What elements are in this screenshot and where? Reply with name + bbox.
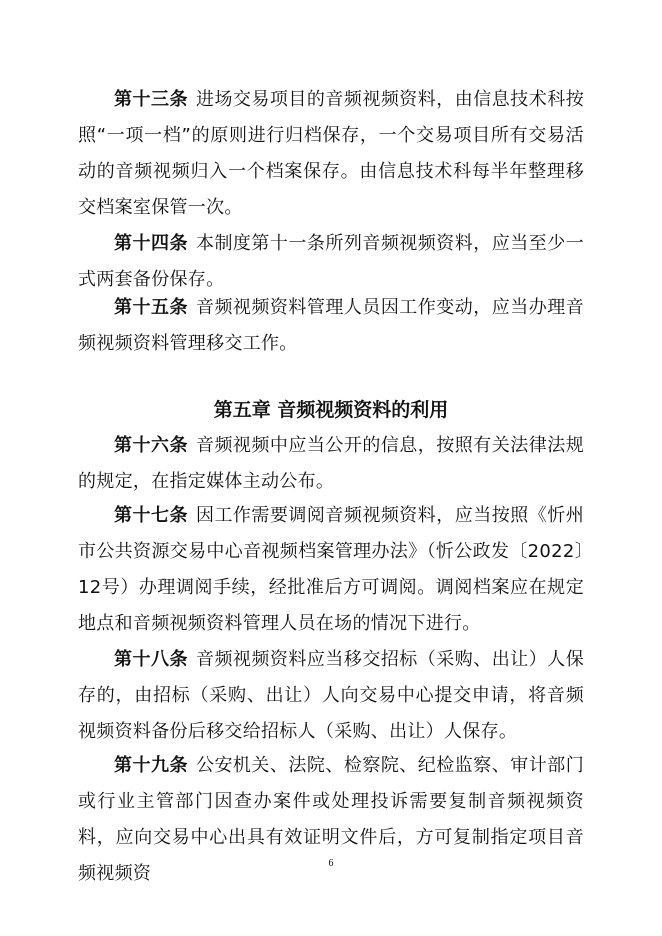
article-15-label: 第十五条 [114,297,188,318]
article-16-label: 第十六条 [114,435,188,456]
article-17-text: 因工作需要调阅音频视频资料，应当按照《忻州市公共资源交易中心音视频档案管理办法》（忻公政发〔2022〕12号）办理调阅手续，经批准后方可调阅。调阅档案应在规定地点和音频视频资料管理人员在场的情况下进行。 [78,505,584,634]
article-16-paragraph [78,428,584,500]
article-19-text: 公安机关、法院、检察院、纪检监察、审计部门或行业主管部门因查办案件或处理投诉需要复制音频视频资料，应向交易中心出具有效证明文件后，方可复制指定项目音频视频资 [78,755,584,884]
article-15-paragraph [78,290,584,362]
article-14-paragraph [78,226,584,298]
article-19-label: 第十九条 [114,755,188,776]
article-13-text: 进场交易项目的音频视频资料，由信息技术科按照“一项一档”的原则进行归档保存，一个交易项目所有交易活动的音频视频归入一个档案保存。由信息技术科每半年整理移交档案室保管一次。 [78,89,584,218]
article-16-text: 音频视频中应当公开的信息，按照有关法律法规的规定，在指定媒体主动公布。 [78,435,584,492]
article-17-label: 第十七条 [114,505,188,526]
article-18-paragraph [78,642,584,750]
article-15-text: 音频视频资料管理人员因工作变动，应当办理音频视频资料管理移交工作。 [78,297,584,354]
article-14-text: 本制度第十一条所列音频视频资料，应当至少一式两套备份保存。 [78,233,584,290]
article-19-paragraph [78,748,584,892]
article-13-paragraph [78,82,584,226]
article-17-paragraph [78,498,584,642]
chapter-heading: 第五章 音频视频资料的利用 [213,399,449,421]
article-18-label: 第十八条 [114,649,188,670]
article-13-label: 第十三条 [114,89,188,110]
page-number: 6 [328,858,334,869]
article-18-text: 音频视频资料应当移交招标（采购、出让）人保存的，由招标（采购、出让）人向交易中心提交申请，将音频视频资料备份后移交给招标人（采购、出让）人保存。 [78,649,584,742]
article-14-label: 第十四条 [114,233,188,254]
